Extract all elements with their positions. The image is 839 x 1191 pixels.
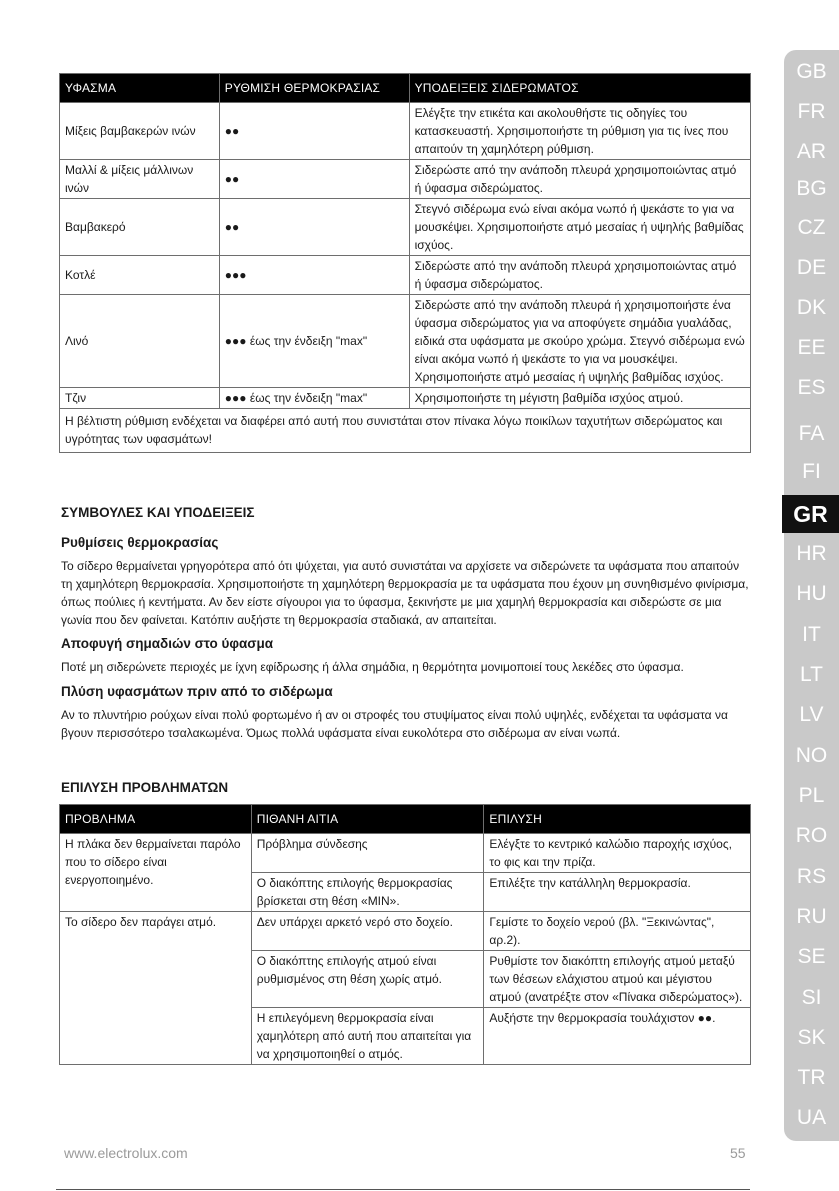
table-footnote: Η βέλτιστη ρύθμιση ενδέχεται να διαφέρει από αυτή που συνιστάται στον πίνακα λόγω ποικίλων ταχυτήτων σιδερώματος και υγρότητας των υφασμάτων! (60, 409, 751, 453)
lang-tab-ru[interactable]: RU (796, 905, 827, 928)
lang-tab-gb[interactable]: GB (796, 60, 827, 83)
problem-cell: Το σίδερο δεν παράγει ατμό. (60, 912, 252, 1065)
troubleshooting-heading: ΕΠΙΛΥΣΗ ΠΡΟΒΛΗΜΑΤΩΝ (61, 780, 229, 795)
lang-tab-fa[interactable]: FA (798, 422, 825, 445)
setting-cell: ●●● έως την ένδειξη "max" (219, 295, 409, 388)
lang-tab-it[interactable]: IT (802, 623, 821, 646)
lang-tab-ar[interactable]: AR (796, 140, 827, 163)
lang-tab-tr[interactable]: TR (797, 1066, 826, 1089)
fabric-cell: Μίξεις βαμβακερών ινών (60, 103, 220, 160)
cause-cell: Ο διακόπτης επιλογής θερμοκρασίας βρίσκεται στη θέση «MIN». (251, 873, 484, 912)
lang-tab-lt[interactable]: LT (800, 663, 823, 686)
setting-cell: ●● (219, 199, 409, 256)
washing-paragraph: Αν το πλυντήριο ρούχων είναι πολύ φορτωμένο ή αν οι στροφές του στυψίματος είναι πολύ υψηλές, ενδέχεται τα υφάσματα να βγουν περισσότερο τσαλακωμένα. Όμως πολλά υφάσματα είναι ευκολότερα στο σιδέρωμα αν είναι νωπά. (61, 708, 728, 740)
washing-subheading: Πλύση υφασμάτων πριν από το σιδέρωμα (61, 684, 333, 699)
solution-cell: Γεμίστε το δοχείο νερού (βλ. "Ξεκινώντας", αρ.2). (484, 912, 751, 951)
temperature-settings-paragraph: Το σίδερο θερμαίνεται γρηγορότερα από ότι ψύχεται, για αυτό συνιστάται να αρχίσετε να σιδερώνετε τα υφάσματα που απαιτούν τη χαμηλότερη θερμοκρασία. Χρησιμοποιήστε τη χαμηλότερη θερμοκρασία με τα υφάσματα που έχουν μη συνηθισμένο φινίρισμα, όπως πούλιες ή κεντήματα. Αν δεν είστε σίγουροι για το ύφασμα, ξεκινήστε με μια χαμηλή θερμοκρασία και σιδερώστε σε μια γωνία που δεν φαίνεται. Κατόπιν αυξήστε τη θερμοκρασία σταδιακά, αν απαιτείται. (61, 559, 749, 627)
footer-url[interactable]: www.electrolux.com (64, 1145, 188, 1161)
lang-tab-hu[interactable]: HU (796, 582, 827, 605)
tips-heading: ΣΥΜΒΟΥΛΕΣ ΚΑΙ ΥΠΟΔΕΙΞΕΙΣ (61, 505, 255, 520)
cause-cell: Η επιλεγόμενη θερμοκρασία είναι χαμηλότερη από αυτή που απαιτείται για να χρησιμοποιηθεί ο ατμός. (251, 1008, 484, 1065)
cause-cell: Δεν υπάρχει αρκετό νερό στο δοχείο. (251, 912, 484, 951)
cause-cell: Ο διακόπτης επιλογής ατμού είναι ρυθμισμένος στη θέση χωρίς ατμό. (251, 951, 484, 1008)
lang-tab-ee[interactable]: EE (797, 336, 826, 359)
footer-divider (56, 1189, 750, 1190)
lang-tab-es[interactable]: ES (797, 376, 826, 399)
avoid-marks-subheading: Αποφυγή σημαδιών στο ύφασμα (61, 636, 274, 651)
fabric-cell: Λινό (60, 295, 220, 388)
solution-cell: Επιλέξτε την κατάλληλη θερμοκρασία. (484, 873, 751, 912)
troubleshooting-header (60, 805, 751, 834)
lang-tab-no[interactable]: NO (795, 744, 828, 767)
solution-cell: Ρυθμίστε τον διακόπτη επιλογής ατμού μεταξύ των θέσεων ελάχιστου ατμού και μέγιστου ατμού (ανατρέξτε στον «Πίνακα σιδερώματος»). (484, 951, 751, 1008)
table-row (60, 912, 751, 951)
fabric-cell: Κοτλέ (60, 256, 220, 295)
tips-cell: Σιδερώστε από την ανάποδη πλευρά χρησιμοποιώντας ατμό ή ύφασμα σιδερώματος. (409, 256, 750, 295)
col-solution: ΕΠΙΛΥΣΗ (484, 805, 751, 834)
cause-cell: Πρόβλημα σύνδεσης (251, 834, 484, 873)
setting-cell: ●● (219, 103, 409, 160)
language-sidebar (784, 50, 839, 1141)
col-ironing-tips: ΥΠΟΔΕΙΞΕΙΣ ΣΙΔΕΡΩΜΑΤΟΣ (409, 74, 750, 103)
temperature-settings-subheading: Ρυθμίσεις θερμοκρασίας (61, 535, 219, 550)
problem-cell: Η πλάκα δεν θερμαίνεται παρόλο που το σίδερο είναι ενεργοποιημένο. (60, 834, 252, 912)
setting-cell: ●● (219, 160, 409, 199)
lang-tab-si[interactable]: SI (801, 986, 822, 1009)
table-row (60, 103, 751, 160)
lang-tab-hr[interactable]: HR (796, 542, 827, 565)
lang-tab-fr[interactable]: FR (797, 100, 826, 123)
table-row (60, 388, 751, 409)
solution-cell: Αυξήστε την θερμοκρασία τουλάχιστον ●●. (484, 1008, 751, 1065)
table-row (60, 834, 751, 873)
col-problem: ΠΡΟΒΛΗΜΑ (60, 805, 252, 834)
table-row (60, 295, 751, 388)
troubleshooting-table (59, 804, 751, 1065)
fabric-cell: Βαμβακερό (60, 199, 220, 256)
lang-tab-ua[interactable]: UA (796, 1106, 827, 1129)
lang-tab-ro[interactable]: RO (795, 824, 828, 847)
lang-tab-fi[interactable]: FI (802, 460, 821, 483)
page-number: 55 (730, 1145, 746, 1161)
tips-cell: Ελέγξτε την ετικέτα και ακολουθήστε τις οδηγίες του κατασκευαστή. Χρησιμοποιήστε τη ρύθμιση για τις ίνες που απαιτούν τη χαμηλότερη ρύθμιση. (409, 103, 750, 160)
tips-cell: Σιδερώστε από την ανάποδη πλευρά χρησιμοποιώντας ατμό ή ύφασμα σιδερώματος. (409, 160, 750, 199)
table-row (60, 199, 751, 256)
lang-tab-lv[interactable]: LV (799, 703, 824, 726)
col-cause: ΠΙΘΑΝΗ ΑΙΤΙΑ (251, 805, 484, 834)
fabric-cell: Τζιν (60, 388, 220, 409)
table-row (60, 256, 751, 295)
col-fabric: ΥΦΑΣΜΑ (60, 74, 220, 103)
solution-cell: Ελέγξτε το κεντρικό καλώδιο παροχής ισχύος, το φις και την πρίζα. (484, 834, 751, 873)
setting-cell: ●●● (219, 256, 409, 295)
fabric-cell: Μαλλί & μίξεις μάλλινων ινών (60, 160, 220, 199)
tips-cell: Χρησιμοποιήστε τη μέγιστη βαθμίδα ισχύος ατμού. (409, 388, 750, 409)
lang-tab-cz[interactable]: CZ (797, 216, 826, 239)
col-temperature: ΡΥΘΜΙΣΗ ΘΕΡΜΟΚΡΑΣΙΑΣ (219, 74, 409, 103)
ironing-table (59, 73, 751, 453)
ironing-table-header (60, 74, 751, 103)
lang-tab-pl[interactable]: PL (798, 784, 825, 807)
lang-tab-se[interactable]: SE (797, 945, 826, 968)
lang-tab-gr-active[interactable]: GR (782, 495, 839, 533)
avoid-marks-paragraph: Ποτέ μη σιδερώνετε περιοχές με ίχνη εφίδρωσης ή άλλα σημάδια, η θερμότητα μονιμοποιεί τους λεκέδες στο ύφασμα. (61, 660, 684, 674)
lang-tab-bg[interactable]: BG (796, 177, 827, 200)
lang-tab-sk[interactable]: SK (797, 1026, 826, 1049)
lang-tab-rs[interactable]: RS (796, 865, 827, 888)
table-row (60, 160, 751, 199)
lang-tab-dk[interactable]: DK (796, 296, 827, 319)
table-footnote-row (60, 409, 751, 453)
tips-cell: Σιδερώστε από την ανάποδη πλευρά ή χρησιμοποιήστε ένα ύφασμα σιδερώματος για να αποφύγετε σημάδια γυαλάδας, ειδικά στα υφάσματα με σκούρο χρώμα. Στεγνό σιδέρωμα ενώ είναι ακόμα νωπό ή ψεκάστε το για να μουσκέψει. Χρησιμοποιήστε ατμό μεσαίας ή υψηλής βαθμίδας ισχύος. (409, 295, 750, 388)
lang-tab-de[interactable]: DE (796, 256, 827, 279)
setting-cell: ●●● έως την ένδειξη "max" (219, 388, 409, 409)
tips-cell: Στεγνό σιδέρωμα ενώ είναι ακόμα νωπό ή ψεκάστε το για να μουσκέψει. Χρησιμοποιήστε ατμό μεσαίας ή υψηλής βαθμίδας ισχύος. (409, 199, 750, 256)
